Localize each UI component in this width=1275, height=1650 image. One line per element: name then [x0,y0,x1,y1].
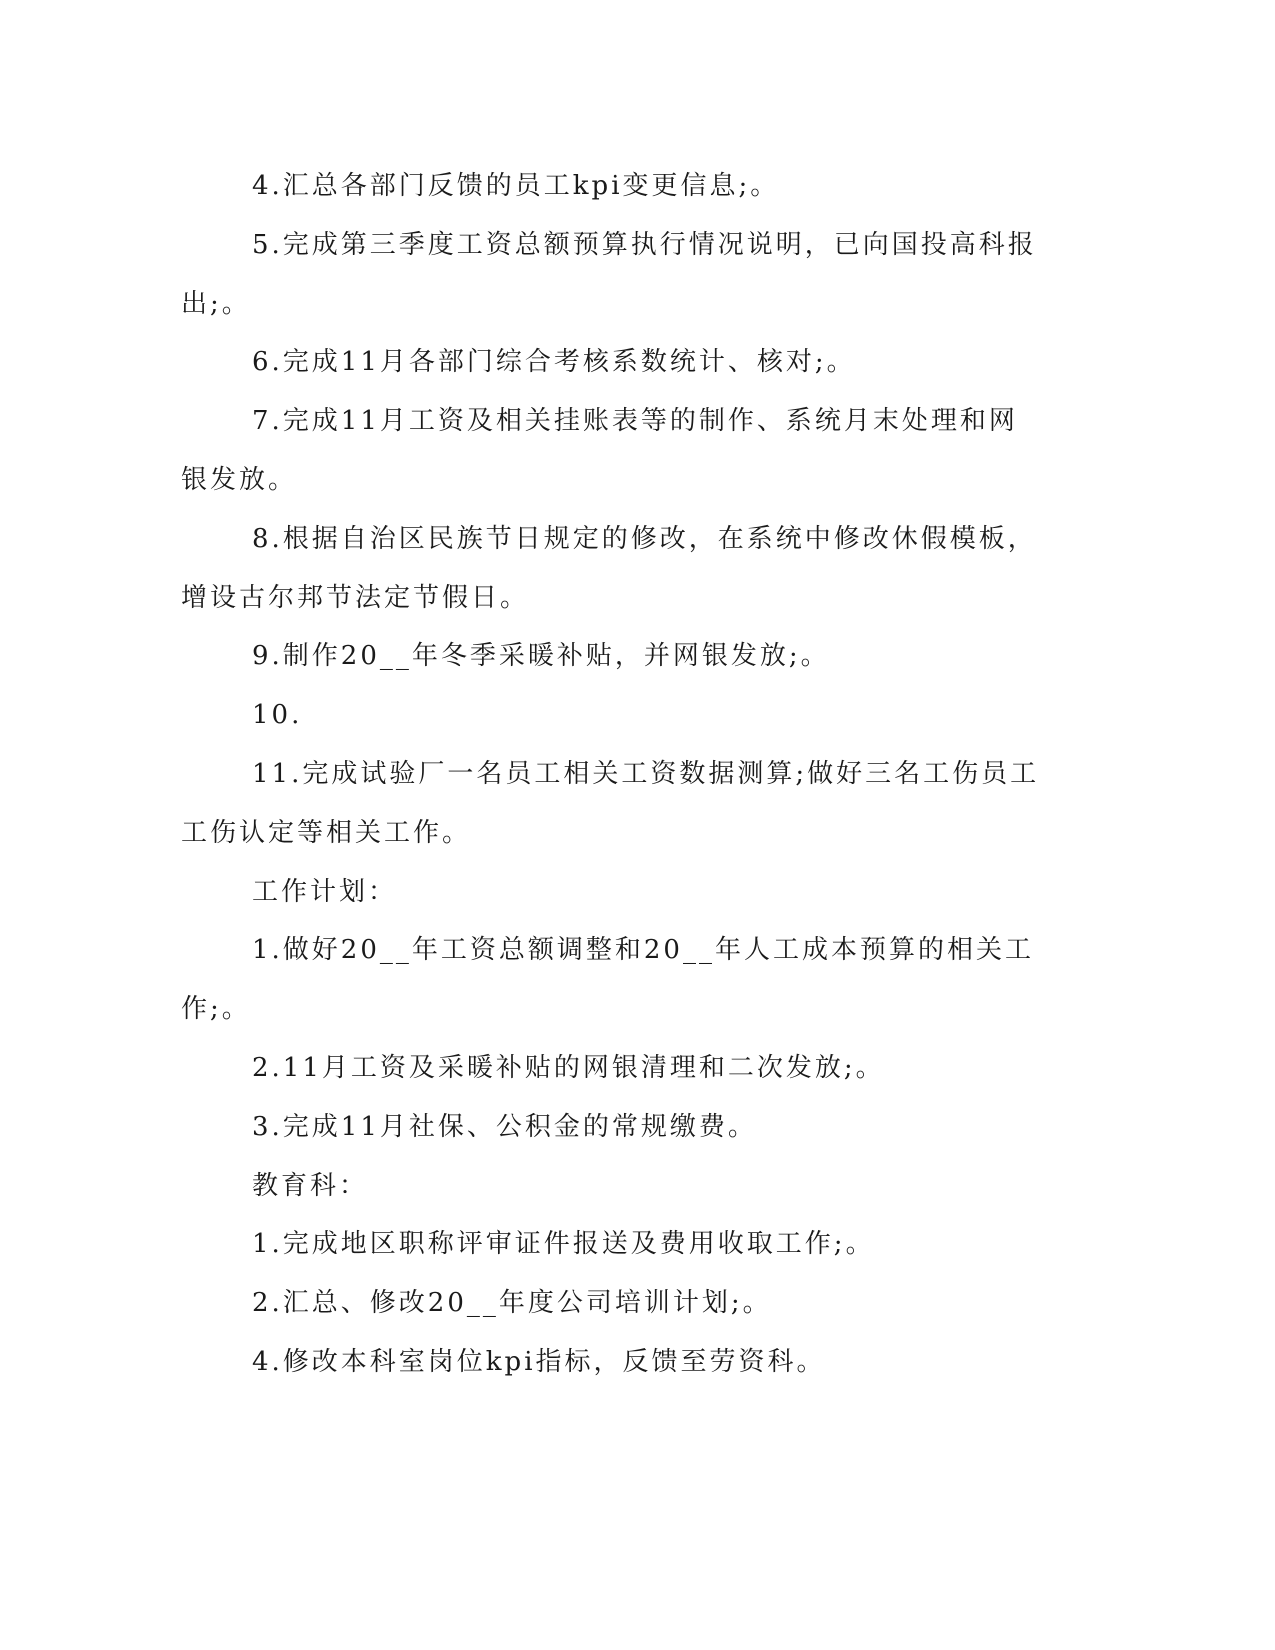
paragraph-4: 7.完成11月工资及相关挂账表等的制作、系统月末处理和网银发放。 [181,406,1018,495]
paragraph-5: 8.根据自治区民族节日规定的修改，在系统中修改休假模板，增设古尔邦节法定节假日。 [181,523,1037,613]
paragraph-8: 11.完成试验厂一名员工相关工资数据测算;做好三名工伤员工工伤认定等相关工作。 [181,758,1040,848]
paragraph-6: 9.制作20__年冬季采暖补贴，并网银发放;。 [252,641,830,672]
paragraph-14: 1.完成地区职称评审证件报送及费用收取工作;。 [252,1229,875,1260]
paragraph-11: 2.11月工资及采暖补贴的网银清理和二次发放;。 [252,1052,885,1083]
paragraph-1: 4.汇总各部门反馈的员工kpi变更信息;。 [252,171,780,201]
section-heading-education: 教育科： [252,1170,369,1201]
paragraph-2: 5.完成第三季度工资总额预算执行情况说明，已向国投高科报出;。 [181,229,1037,319]
paragraph-15: 2.汇总、修改20__年度公司培训计划;。 [252,1288,772,1319]
section-heading-work-plan: 工作计划： [252,876,398,907]
paragraph-16: 4.修改本科室岗位kpi指标，反馈至劳资科。 [252,1346,826,1377]
paragraph-12: 3.完成11月社保、公积金的常规缴费。 [252,1111,757,1142]
paragraph-10: 1.做好20__年工资总额调整和20__年人工成本预算的相关工作;。 [181,935,1034,1025]
document-body [181,157,1041,1392]
paragraph-3: 6.完成11月各部门综合考核系数统计、核对;。 [252,347,856,378]
paragraph-7: 10. [252,700,303,731]
